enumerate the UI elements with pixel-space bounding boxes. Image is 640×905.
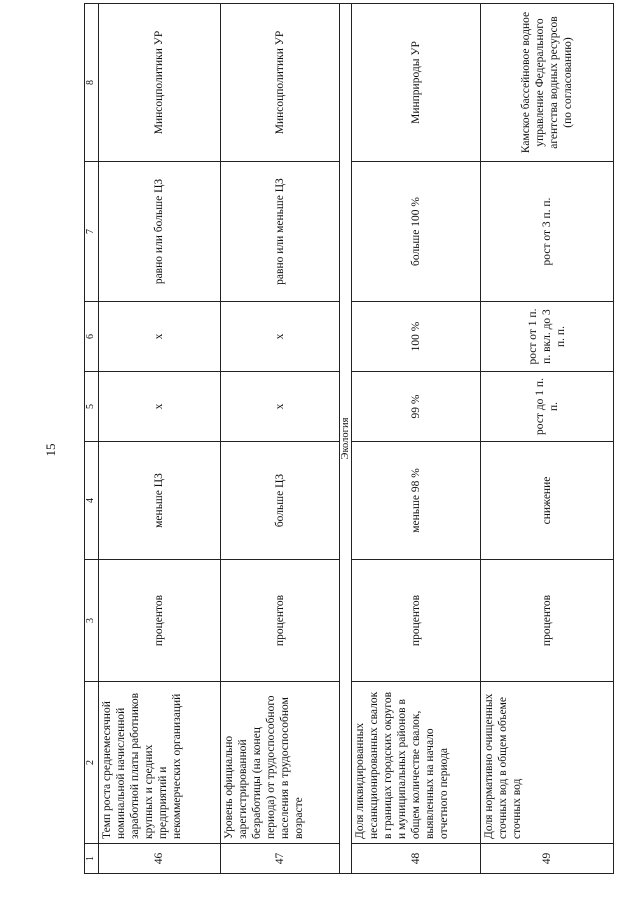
unit-cell: процентов <box>352 560 481 682</box>
page-number: 15 <box>43 443 58 457</box>
unit-cell: процентов <box>481 560 614 682</box>
column-number: 8 <box>85 4 99 162</box>
value-cell: больше ЦЗ <box>221 442 340 560</box>
column-number-row <box>85 4 99 874</box>
value-cell: х <box>99 372 221 442</box>
rotated-table-container <box>84 4 611 874</box>
section-row <box>340 4 352 874</box>
column-number: 1 <box>85 844 99 874</box>
value-cell: 100 % <box>352 302 481 372</box>
value-cell: равно или больше ЦЗ <box>99 162 221 302</box>
value-cell: меньше ЦЗ <box>99 442 221 560</box>
value-cell: х <box>221 372 340 442</box>
table-row <box>352 4 481 874</box>
value-cell: 99 % <box>352 372 481 442</box>
responsible-cell: Минсоцполитики УР <box>99 4 221 162</box>
indicator-name: Темп роста среднемесячной номинальной начисленной заработной платы работников крупных и средних предприятий и некоммерческих организаций <box>99 682 221 844</box>
column-number: 7 <box>85 162 99 302</box>
column-number: 5 <box>85 372 99 442</box>
value-cell: больше 100 % <box>352 162 481 302</box>
unit-cell: процентов <box>99 560 221 682</box>
table-row <box>481 4 614 874</box>
value-cell: равно или меньше ЦЗ <box>221 162 340 302</box>
column-number: 6 <box>85 302 99 372</box>
table-row <box>99 4 221 874</box>
row-number: 47 <box>221 844 340 874</box>
indicator-name: Доля нормативно очищенных сточных вод в общем объеме сточных вод <box>481 682 614 844</box>
row-number: 48 <box>352 844 481 874</box>
column-number: 4 <box>85 442 99 560</box>
unit-cell: процентов <box>221 560 340 682</box>
value-cell: х <box>221 302 340 372</box>
value-cell: меньше 98 % <box>352 442 481 560</box>
responsible-cell: Камское бассейновое водное управление Федерального агентства водных ресурсов (по согласованию) <box>481 4 614 162</box>
value-cell: х <box>99 302 221 372</box>
responsible-cell: Минсоцполитики УР <box>221 4 340 162</box>
column-number: 2 <box>85 682 99 844</box>
row-number: 49 <box>481 844 614 874</box>
column-number: 3 <box>85 560 99 682</box>
responsible-cell: Минприроды УР <box>352 4 481 162</box>
indicator-name: Доля ликвидированных несанкционированных свалок в границах городских округов и муниципальных районов в общем количестве свалок, выявленных на начало отчетного периода <box>352 682 481 844</box>
value-cell: снижение <box>481 442 614 560</box>
indicator-name: Уровень официально зарегистрированной безработицы (на конец периода) от трудоспособного населения в трудоспособном возрасте <box>221 682 340 844</box>
table-row <box>221 4 340 874</box>
value-cell: рост от 3 п. п. <box>481 162 614 302</box>
value-cell: рост от 1 п. п. вкл. до 3 п. п. <box>481 302 614 372</box>
section-title: Экология <box>340 4 352 874</box>
row-number: 46 <box>99 844 221 874</box>
value-cell: рост до 1 п. п. <box>481 372 614 442</box>
indicators-table <box>84 3 614 874</box>
